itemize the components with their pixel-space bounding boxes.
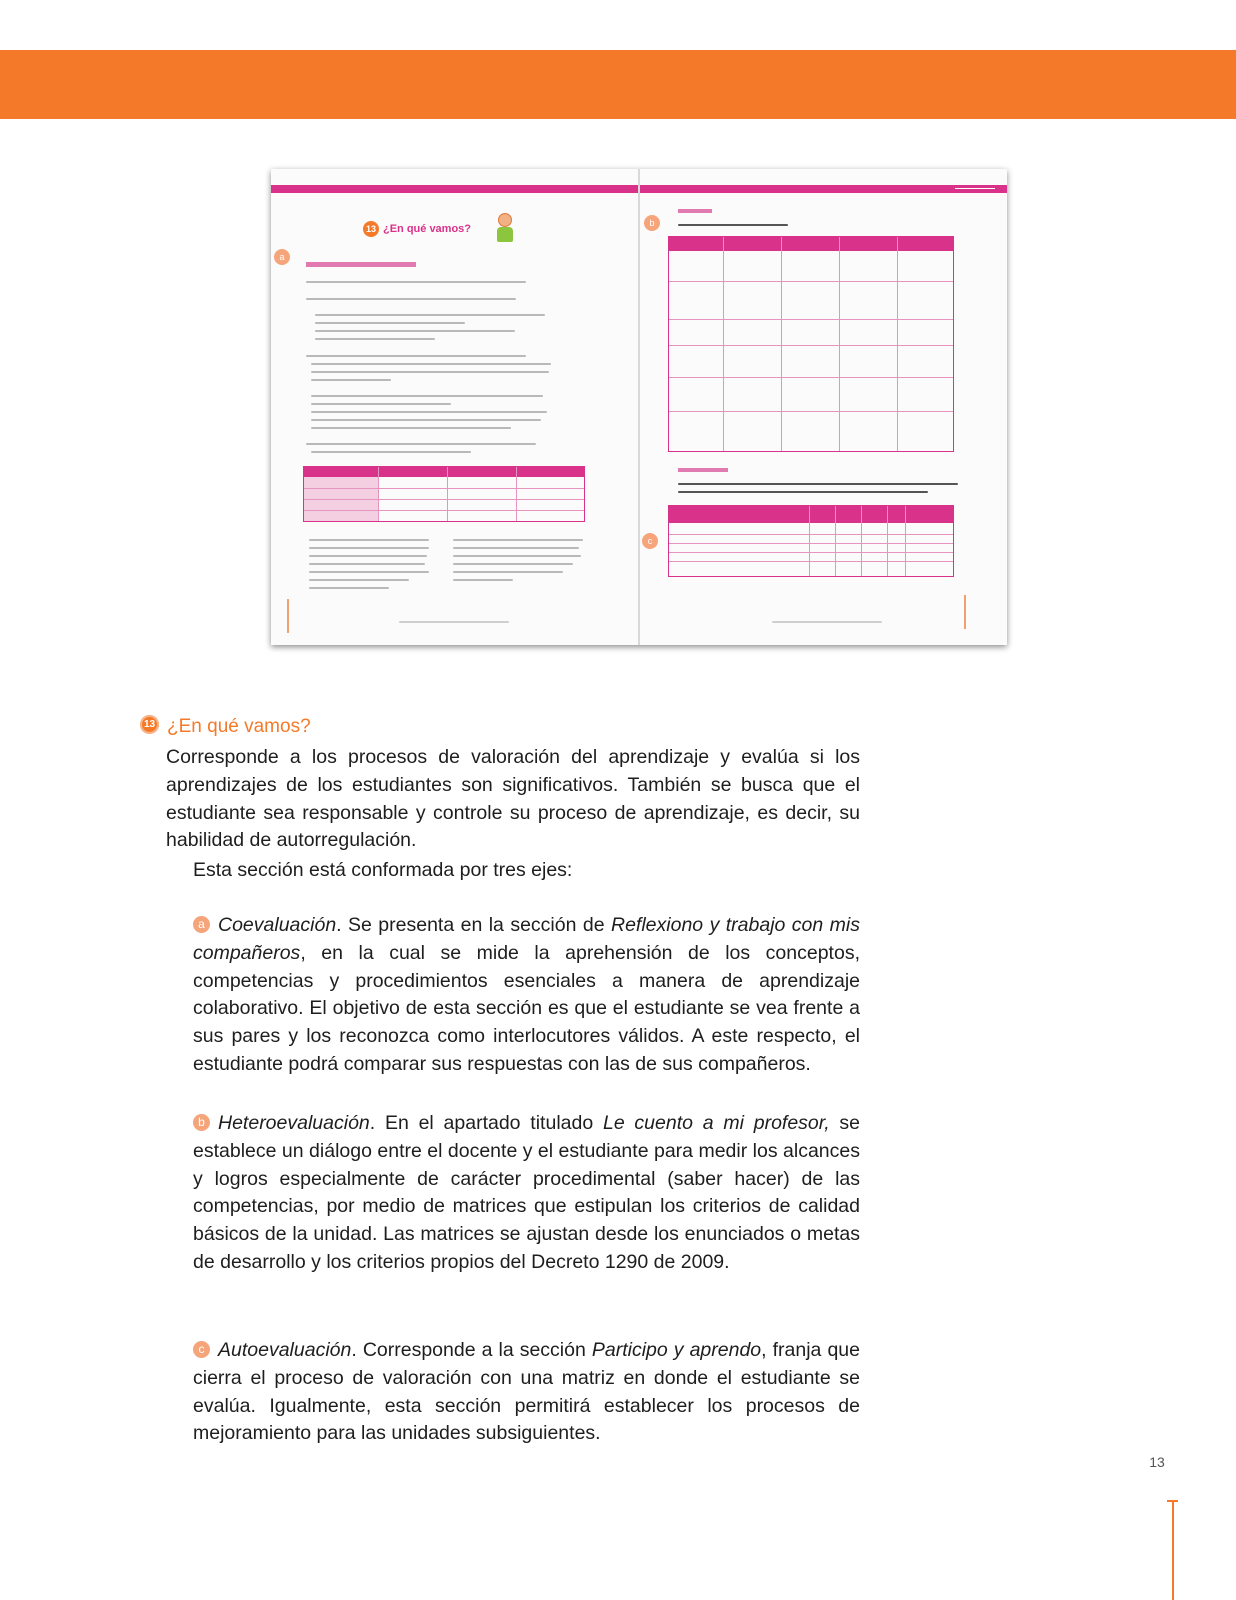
top-orange-band xyxy=(0,50,1236,119)
item-reference: Le cuento a mi profesor, xyxy=(602,1112,830,1134)
section-intro: Corresponde a los procesos de valoración del aprendizaje y evalúa si los aprendizajes de los estudiantes son significativos. También se busca que el estudiante sea responsable y controle su proceso de aprendizaje, es decir, su habilidad de autorregulación. xyxy=(166,746,860,852)
page-marker-line xyxy=(1172,1500,1174,1600)
section-number-icon: 13 xyxy=(140,715,159,734)
book-spread-image xyxy=(271,169,1007,645)
spread-marker-c: c xyxy=(642,533,658,549)
spread-left-title xyxy=(363,221,471,237)
spread-right-selfeval-table xyxy=(668,505,954,577)
item-term: Heteroevaluación xyxy=(218,1112,370,1134)
section-title: ¿En qué vamos? xyxy=(167,716,311,737)
item-reference: Reflexiono y trabajo con mis compañeros xyxy=(193,914,860,964)
spread-marker-a: a xyxy=(274,249,290,265)
kid-illustration xyxy=(494,213,516,243)
item-coevaluacion: a Coevaluación. Se presenta en la sección de Reflexiono y trabajo con mis compañeros, en la cual se mide la aprehensión de los conceptos, competencias y procedimientos esenciales a manera de aprendizaje colaborativo. El objetivo de esta sección es que el estudiante se vea frente a sus pares y los reconozca como interlocutores válidos. A este respecto, el estudiante podrá comparar sus respuestas con las de sus compañeros. xyxy=(193,914,860,1075)
spread-marker-b: b xyxy=(644,215,660,231)
item-heteroevaluacion: b Heteroevaluación. En el apartado titulado Le cuento a mi profesor, se establece un diálogo entre el docente y el estudiante para medir los alcances y logros especialmente de carácter procedimental (saber hacer) de las competencias, por medio de matrices que estipulan los criterios de calidad básicos de la unidad. Las matrices se ajustan desde los enunciados o metas de desarrollo y los criterios propios del Decreto 1290 de 2009. xyxy=(193,1112,860,1273)
item-term: Coevaluación xyxy=(218,914,337,936)
spread-right-rubric-table xyxy=(668,236,954,452)
item-term: Autoevaluación xyxy=(218,1339,352,1361)
spread-left-page xyxy=(271,169,638,645)
marker-b-icon: b xyxy=(193,1114,210,1131)
spread-title-number: 13 xyxy=(363,221,379,237)
item-reference: Participo y aprendo xyxy=(591,1339,762,1361)
item-autoevaluacion: c Autoevaluación. Corresponde a la sección Participo y aprendo, franja que cierra el proceso de valoración con una matriz en donde el estudiante se evalúa. Igualmente, esta sección permitirá establecer los procesos de mejoramiento para las unidades subsiguientes. xyxy=(193,1339,860,1445)
spread-title-text: ¿En qué vamos? xyxy=(383,223,472,235)
marker-c-icon: c xyxy=(193,1341,210,1358)
page-number: 13 xyxy=(1149,1454,1165,1470)
spread-left-table xyxy=(303,466,585,522)
spread-right-page xyxy=(640,169,1007,645)
marker-a-icon: a xyxy=(193,916,210,933)
section-intro-2: Esta sección está conformada por tres ejes: xyxy=(193,859,573,881)
